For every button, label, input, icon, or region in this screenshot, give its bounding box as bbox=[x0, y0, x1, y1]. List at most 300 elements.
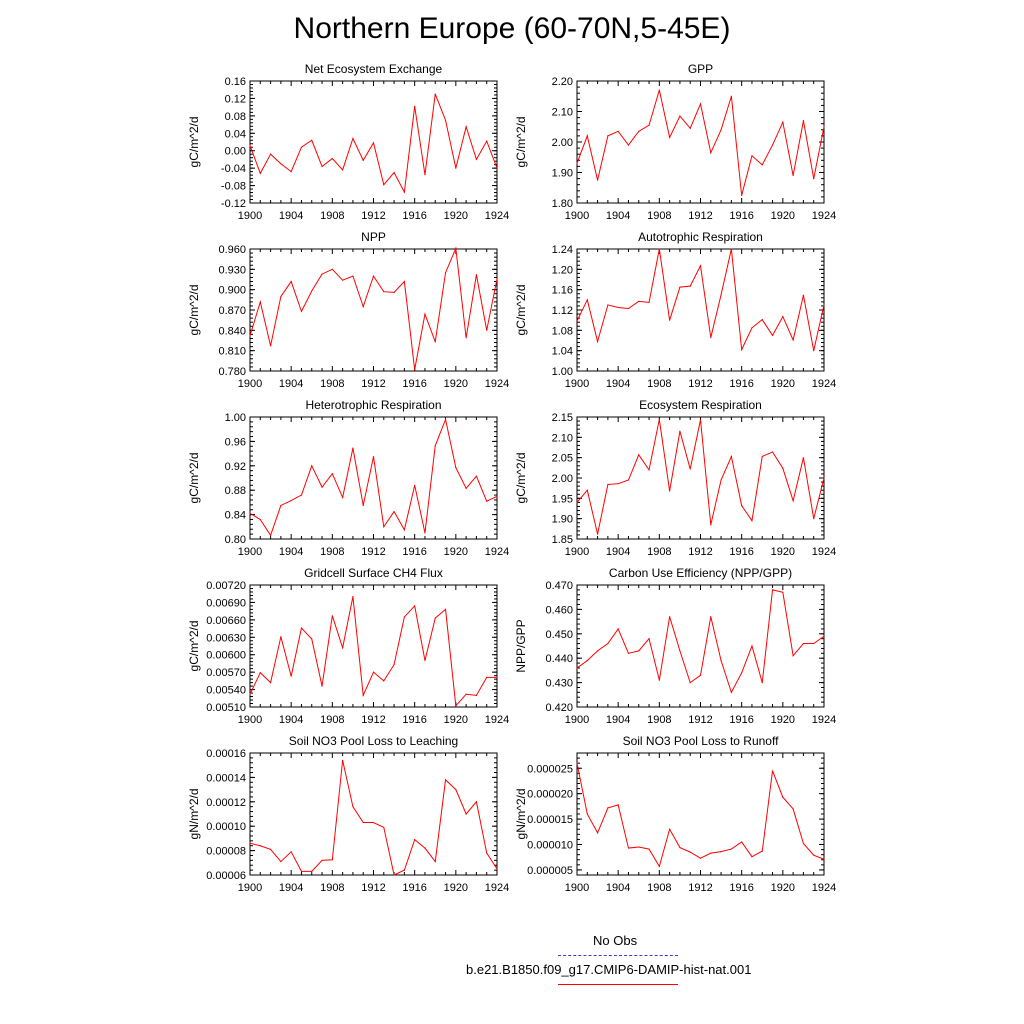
data-point bbox=[435, 445, 436, 446]
data-point bbox=[607, 304, 608, 305]
x-tick-label: 1924 bbox=[811, 714, 837, 726]
data-point bbox=[751, 327, 752, 328]
y-tick-label: 0.00012 bbox=[206, 796, 246, 809]
y-tick-label: 0.000010 bbox=[527, 839, 573, 852]
data-point bbox=[455, 789, 456, 790]
data-point bbox=[373, 822, 374, 823]
data-point bbox=[628, 847, 629, 848]
y-tick-label: 0.00006 bbox=[206, 870, 246, 882]
data-point bbox=[741, 841, 742, 842]
data-point bbox=[741, 505, 742, 506]
data-point bbox=[772, 451, 773, 452]
data-point bbox=[628, 308, 629, 309]
data-point bbox=[638, 650, 639, 651]
data-point bbox=[249, 694, 250, 695]
series-line bbox=[250, 248, 497, 369]
data-point bbox=[373, 672, 374, 673]
x-tick-label: 1904 bbox=[278, 210, 304, 222]
data-point bbox=[445, 609, 446, 610]
data-point bbox=[720, 479, 721, 480]
x-tick-label: 1904 bbox=[278, 546, 304, 558]
data-point bbox=[424, 532, 425, 533]
data-point bbox=[466, 813, 467, 814]
data-point bbox=[597, 534, 598, 535]
data-point bbox=[342, 647, 343, 648]
data-point bbox=[793, 175, 794, 176]
data-point bbox=[435, 618, 436, 619]
data-point bbox=[741, 349, 742, 350]
data-point bbox=[648, 469, 649, 470]
data-point bbox=[576, 321, 577, 322]
x-tick-label: 1920 bbox=[443, 546, 469, 558]
data-point bbox=[414, 485, 415, 486]
y-tick-label: 1.95 bbox=[551, 493, 573, 506]
data-point bbox=[813, 855, 814, 856]
chart-title: Net Ecosystem Exchange bbox=[304, 62, 443, 76]
y-tick-label: 1.85 bbox=[551, 534, 573, 546]
data-point bbox=[393, 292, 394, 293]
plot-frame bbox=[250, 753, 497, 875]
data-point bbox=[404, 616, 405, 617]
data-point bbox=[803, 843, 804, 844]
data-point bbox=[731, 848, 732, 849]
x-tick-label: 1916 bbox=[402, 546, 427, 558]
y-tick-label: 0.08 bbox=[224, 110, 246, 123]
x-tick-label: 1908 bbox=[647, 546, 672, 558]
y-axis-label: gC/m^2/d bbox=[187, 284, 201, 336]
data-point bbox=[466, 488, 467, 489]
data-point bbox=[393, 664, 394, 665]
y-tick-label: 0.00016 bbox=[206, 748, 246, 760]
y-tick-label: 1.90 bbox=[551, 167, 573, 180]
x-tick-label: 1912 bbox=[361, 546, 386, 558]
y-tick-label: 1.16 bbox=[551, 284, 573, 297]
y-tick-label: 0.000025 bbox=[527, 763, 573, 776]
data-point bbox=[363, 505, 364, 506]
data-point bbox=[669, 490, 670, 491]
data-point bbox=[772, 770, 773, 771]
data-point bbox=[455, 705, 456, 706]
data-point bbox=[772, 335, 773, 336]
data-point bbox=[280, 296, 281, 297]
plot-frame bbox=[250, 417, 497, 539]
data-point bbox=[301, 871, 302, 872]
data-point bbox=[249, 513, 250, 514]
data-point bbox=[813, 350, 814, 351]
x-tick-label: 1900 bbox=[564, 714, 590, 726]
x-tick-label: 1908 bbox=[647, 882, 672, 894]
data-point bbox=[700, 265, 701, 266]
data-point bbox=[414, 605, 415, 606]
x-tick-label: 1920 bbox=[770, 210, 796, 222]
chart-title: Carbon Use Efficiency (NPP/GPP) bbox=[608, 566, 793, 580]
data-point bbox=[301, 311, 302, 312]
data-point bbox=[823, 636, 824, 637]
data-point bbox=[710, 616, 711, 617]
y-tick-label: 2.15 bbox=[551, 412, 573, 424]
data-point bbox=[373, 142, 374, 143]
y-tick-label: 0.96 bbox=[224, 436, 246, 449]
x-tick-label: 1920 bbox=[443, 882, 469, 894]
data-point bbox=[587, 299, 588, 300]
data-point bbox=[782, 316, 783, 317]
data-point bbox=[597, 180, 598, 181]
legend-obs-label: No Obs bbox=[593, 933, 638, 948]
data-point bbox=[813, 643, 814, 644]
chart-panel-7 bbox=[187, 566, 509, 726]
data-point bbox=[618, 628, 619, 629]
x-tick-label: 1920 bbox=[770, 882, 796, 894]
data-point bbox=[414, 369, 415, 370]
y-tick-label: 0.420 bbox=[545, 702, 573, 714]
x-tick-label: 1920 bbox=[770, 546, 796, 558]
chart-title: Autotrophic Respiration bbox=[638, 230, 763, 244]
x-tick-label: 1900 bbox=[237, 546, 263, 558]
data-point bbox=[270, 682, 271, 683]
data-point bbox=[679, 650, 680, 651]
data-point bbox=[383, 680, 384, 681]
data-point bbox=[669, 320, 670, 321]
data-point bbox=[321, 166, 322, 167]
data-point bbox=[782, 122, 783, 123]
data-point bbox=[720, 851, 721, 852]
data-point bbox=[311, 140, 312, 141]
chart-title: Soil NO3 Pool Loss to Leaching bbox=[288, 734, 459, 748]
data-point bbox=[332, 859, 333, 860]
data-point bbox=[383, 526, 384, 527]
x-tick-label: 1916 bbox=[729, 378, 754, 390]
data-point bbox=[782, 797, 783, 798]
y-tick-label: 0.92 bbox=[224, 460, 246, 473]
data-point bbox=[762, 319, 763, 320]
data-point bbox=[803, 643, 804, 644]
x-tick-label: 1920 bbox=[770, 714, 796, 726]
data-point bbox=[710, 853, 711, 854]
x-tick-label: 1916 bbox=[402, 378, 427, 390]
y-axis-label: gC/m^2/d bbox=[514, 452, 528, 504]
data-point bbox=[731, 456, 732, 457]
data-point bbox=[823, 859, 824, 860]
data-point bbox=[321, 273, 322, 274]
data-point bbox=[476, 274, 477, 275]
x-tick-label: 1924 bbox=[811, 378, 837, 390]
data-point bbox=[576, 502, 577, 503]
data-point bbox=[638, 131, 639, 132]
data-point bbox=[424, 660, 425, 661]
data-point bbox=[249, 843, 250, 844]
y-tick-label: 0.12 bbox=[224, 93, 246, 106]
y-tick-label: 0.460 bbox=[545, 604, 573, 617]
data-point bbox=[301, 494, 302, 495]
y-tick-label: 0.930 bbox=[218, 264, 246, 277]
data-point bbox=[476, 476, 477, 477]
data-point bbox=[363, 695, 364, 696]
data-point bbox=[435, 93, 436, 94]
chart-panel-9 bbox=[187, 734, 509, 894]
y-tick-label: 1.04 bbox=[551, 345, 573, 358]
x-tick-label: 1924 bbox=[484, 546, 510, 558]
plot-frame bbox=[577, 417, 824, 539]
x-tick-label: 1912 bbox=[688, 546, 713, 558]
data-point bbox=[332, 269, 333, 270]
data-point bbox=[496, 278, 497, 279]
data-point bbox=[342, 280, 343, 281]
y-tick-label: 1.00 bbox=[224, 412, 246, 424]
data-point bbox=[291, 500, 292, 501]
plot-frame bbox=[577, 585, 824, 707]
data-point bbox=[720, 660, 721, 661]
data-point bbox=[424, 313, 425, 314]
data-point bbox=[751, 520, 752, 521]
y-tick-label: 0.00690 bbox=[206, 597, 246, 610]
y-tick-label: 2.10 bbox=[551, 106, 573, 119]
data-point bbox=[332, 473, 333, 474]
y-tick-label: 0.00014 bbox=[206, 772, 246, 785]
x-tick-label: 1904 bbox=[605, 210, 631, 222]
data-point bbox=[823, 304, 824, 305]
data-point bbox=[628, 144, 629, 145]
x-tick-label: 1904 bbox=[605, 882, 631, 894]
data-point bbox=[321, 487, 322, 488]
data-point bbox=[476, 801, 477, 802]
x-tick-label: 1916 bbox=[402, 882, 427, 894]
data-point bbox=[496, 677, 497, 678]
data-point bbox=[669, 829, 670, 830]
y-tick-label: 0.900 bbox=[218, 284, 246, 297]
data-point bbox=[342, 760, 343, 761]
x-tick-label: 1900 bbox=[237, 378, 263, 390]
x-tick-label: 1912 bbox=[688, 210, 713, 222]
y-tick-label: 2.05 bbox=[551, 452, 573, 465]
data-point bbox=[659, 419, 660, 420]
data-point bbox=[710, 524, 711, 525]
data-point bbox=[803, 295, 804, 296]
data-point bbox=[607, 807, 608, 808]
data-point bbox=[690, 128, 691, 129]
data-point bbox=[607, 484, 608, 485]
series-line bbox=[250, 419, 497, 535]
x-tick-label: 1908 bbox=[320, 546, 345, 558]
x-tick-label: 1916 bbox=[729, 210, 754, 222]
y-tick-label: 1.24 bbox=[551, 244, 573, 256]
x-tick-label: 1912 bbox=[361, 714, 386, 726]
x-tick-label: 1908 bbox=[647, 378, 672, 390]
data-point bbox=[823, 477, 824, 478]
data-point bbox=[404, 192, 405, 193]
data-point bbox=[762, 851, 763, 852]
chart-panel-5 bbox=[187, 398, 509, 558]
x-tick-label: 1908 bbox=[647, 210, 672, 222]
data-point bbox=[280, 636, 281, 637]
data-point bbox=[352, 138, 353, 139]
data-point bbox=[607, 135, 608, 136]
x-tick-label: 1924 bbox=[484, 378, 510, 390]
data-point bbox=[782, 468, 783, 469]
data-point bbox=[751, 856, 752, 857]
y-tick-label: 0.780 bbox=[218, 366, 246, 378]
data-point bbox=[690, 286, 691, 287]
x-tick-label: 1916 bbox=[729, 882, 754, 894]
chart-title: Heterotrophic Respiration bbox=[305, 398, 442, 412]
data-point bbox=[301, 147, 302, 148]
data-point bbox=[260, 672, 261, 673]
data-point bbox=[731, 692, 732, 693]
y-tick-label: 2.00 bbox=[551, 473, 573, 485]
series-line bbox=[250, 597, 497, 706]
y-tick-label: 1.20 bbox=[551, 264, 573, 277]
data-point bbox=[648, 302, 649, 303]
data-point bbox=[260, 845, 261, 846]
y-tick-label: 0.84 bbox=[224, 509, 246, 522]
data-point bbox=[270, 849, 271, 850]
data-point bbox=[628, 479, 629, 480]
y-tick-label: 1.08 bbox=[551, 325, 573, 338]
data-point bbox=[731, 248, 732, 249]
y-axis-label: gC/m^2/d bbox=[187, 620, 201, 672]
data-point bbox=[260, 173, 261, 174]
data-point bbox=[321, 860, 322, 861]
data-point bbox=[628, 653, 629, 654]
data-point bbox=[383, 184, 384, 185]
data-point bbox=[342, 169, 343, 170]
data-point bbox=[741, 195, 742, 196]
series-line bbox=[577, 419, 824, 534]
x-tick-label: 1900 bbox=[237, 882, 263, 894]
data-point bbox=[435, 341, 436, 342]
data-point bbox=[587, 813, 588, 814]
data-point bbox=[618, 307, 619, 308]
data-point bbox=[618, 131, 619, 132]
data-point bbox=[260, 301, 261, 302]
data-point bbox=[321, 685, 322, 686]
y-axis-label: gC/m^2/d bbox=[514, 116, 528, 168]
y-tick-label: 0.960 bbox=[218, 244, 246, 256]
data-point bbox=[260, 519, 261, 520]
data-point bbox=[669, 616, 670, 617]
data-point bbox=[690, 852, 691, 853]
data-point bbox=[731, 96, 732, 97]
data-point bbox=[679, 115, 680, 116]
data-point bbox=[363, 160, 364, 161]
data-point bbox=[393, 874, 394, 875]
y-tick-label: 0.00630 bbox=[206, 632, 246, 645]
data-point bbox=[607, 643, 608, 644]
data-point bbox=[445, 120, 446, 121]
y-axis-label: gC/m^2/d bbox=[187, 452, 201, 504]
data-point bbox=[280, 505, 281, 506]
y-tick-label: 0.16 bbox=[224, 76, 246, 88]
x-tick-label: 1916 bbox=[402, 714, 427, 726]
data-point bbox=[496, 496, 497, 497]
x-tick-label: 1904 bbox=[605, 714, 631, 726]
data-point bbox=[486, 677, 487, 678]
y-tick-label: 0.80 bbox=[224, 534, 246, 546]
data-point bbox=[404, 870, 405, 871]
x-tick-label: 1912 bbox=[361, 882, 386, 894]
y-axis-label: gN/m^2/d bbox=[187, 788, 201, 840]
data-point bbox=[690, 682, 691, 683]
data-point bbox=[424, 848, 425, 849]
y-tick-label: 0.000015 bbox=[527, 814, 573, 827]
data-point bbox=[782, 592, 783, 593]
y-tick-label: 0.870 bbox=[218, 305, 246, 317]
y-tick-label: 0.04 bbox=[224, 128, 246, 141]
chart-title: GPP bbox=[687, 62, 714, 76]
data-point bbox=[311, 290, 312, 291]
y-tick-label: 0.440 bbox=[545, 653, 573, 666]
series-line bbox=[577, 763, 824, 866]
data-point bbox=[486, 501, 487, 502]
data-point bbox=[762, 164, 763, 165]
y-tick-label: 1.90 bbox=[551, 513, 573, 526]
data-point bbox=[270, 345, 271, 346]
data-point bbox=[486, 141, 487, 142]
data-point bbox=[311, 465, 312, 466]
y-tick-label: 2.00 bbox=[551, 137, 573, 149]
data-point bbox=[466, 694, 467, 695]
data-point bbox=[352, 806, 353, 807]
data-point bbox=[690, 468, 691, 469]
y-tick-label: 1.80 bbox=[551, 198, 573, 210]
data-point bbox=[352, 276, 353, 277]
y-axis-label: gC/m^2/d bbox=[187, 116, 201, 168]
x-tick-label: 1904 bbox=[605, 546, 631, 558]
data-point bbox=[352, 596, 353, 597]
data-point bbox=[772, 589, 773, 590]
x-tick-label: 1924 bbox=[811, 546, 837, 558]
chart-panel-4 bbox=[514, 230, 836, 390]
data-point bbox=[280, 163, 281, 164]
data-point bbox=[700, 419, 701, 420]
data-point bbox=[648, 125, 649, 126]
x-tick-label: 1920 bbox=[443, 378, 469, 390]
x-tick-label: 1916 bbox=[729, 546, 754, 558]
data-point bbox=[445, 779, 446, 780]
data-point bbox=[700, 103, 701, 104]
x-tick-label: 1900 bbox=[564, 546, 590, 558]
y-tick-label: 0.00510 bbox=[206, 702, 246, 714]
data-point bbox=[476, 695, 477, 696]
data-point bbox=[813, 178, 814, 179]
data-point bbox=[741, 672, 742, 673]
data-point bbox=[638, 454, 639, 455]
data-point bbox=[679, 431, 680, 432]
data-point bbox=[659, 866, 660, 867]
y-tick-label: 0.00660 bbox=[206, 614, 246, 627]
x-tick-label: 1920 bbox=[770, 378, 796, 390]
y-tick-label: -0.04 bbox=[220, 163, 246, 176]
data-point bbox=[587, 660, 588, 661]
y-tick-label: 0.00540 bbox=[206, 684, 246, 697]
page-title: Northern Europe (60-70N,5-45E) bbox=[293, 12, 731, 45]
data-point bbox=[445, 419, 446, 420]
data-point bbox=[270, 154, 271, 155]
y-tick-label: -0.08 bbox=[220, 180, 246, 193]
x-tick-label: 1912 bbox=[688, 882, 713, 894]
data-point bbox=[720, 294, 721, 295]
x-tick-label: 1908 bbox=[320, 210, 345, 222]
x-tick-label: 1924 bbox=[811, 210, 837, 222]
data-point bbox=[270, 535, 271, 536]
data-point bbox=[455, 248, 456, 249]
data-point bbox=[679, 287, 680, 288]
data-point bbox=[404, 281, 405, 282]
series-line bbox=[577, 90, 824, 195]
y-tick-label: 0.000005 bbox=[527, 864, 573, 877]
data-point bbox=[291, 676, 292, 677]
data-point bbox=[342, 497, 343, 498]
data-point bbox=[496, 168, 497, 169]
